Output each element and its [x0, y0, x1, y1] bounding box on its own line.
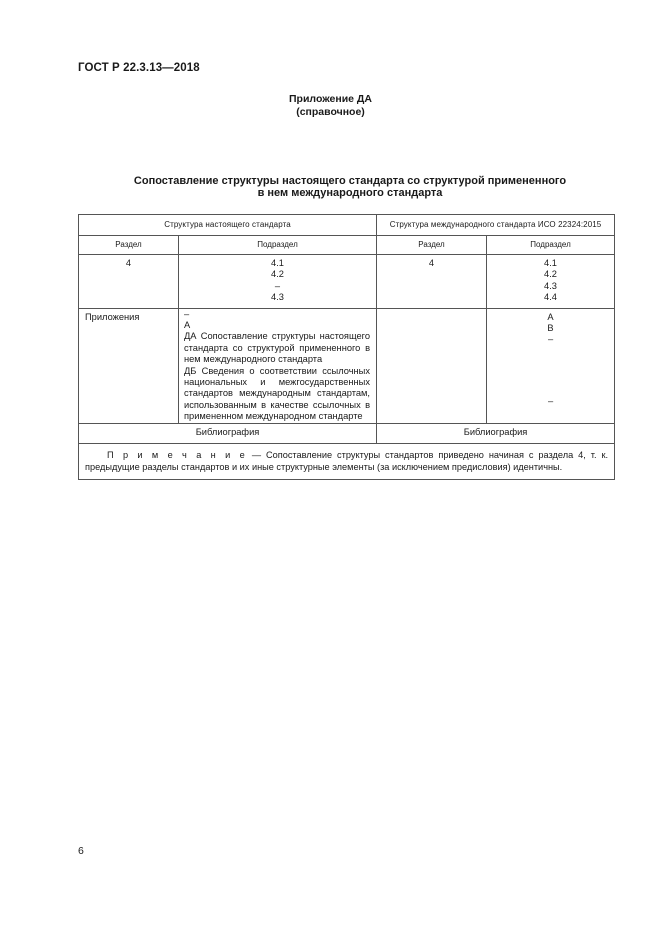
table-note	[79, 443, 615, 479]
row1-subsections-national	[179, 255, 377, 309]
list-item: –	[547, 395, 554, 406]
list-item: 4.1	[544, 258, 557, 268]
standard-code: ГОСТ Р 22.3.13—2018	[78, 62, 200, 74]
list-item: 4.1	[271, 258, 284, 268]
comparison-table	[78, 214, 615, 480]
list-item: А	[547, 311, 554, 322]
list-item: –	[184, 308, 190, 319]
page-number: 6	[78, 845, 84, 857]
table-row-bibliography	[79, 423, 615, 443]
table-note-row	[79, 443, 615, 479]
appendix-title: Приложение ДА	[289, 93, 372, 105]
table-subheader-row	[79, 236, 615, 255]
list-item: 4.4	[544, 292, 557, 303]
list-item: 4.2	[271, 269, 284, 280]
list-item: 4.2	[544, 269, 557, 280]
header-national-structure: Структура настоящего стандарта	[79, 215, 377, 236]
list-item: –	[547, 334, 554, 345]
row1-section-national: 4	[79, 255, 179, 309]
section-title-line-2: в нем международного стандарта	[257, 187, 443, 199]
row1-section-international: 4	[377, 255, 487, 309]
table-row	[79, 308, 615, 423]
row1-subsections-international	[487, 255, 615, 309]
section-title-line-1: Сопоставление структуры настоящего стандарта со структурой примененного	[133, 175, 567, 187]
subheader-section-international: Раздел	[377, 236, 487, 255]
row2-section-national: Приложения	[79, 308, 179, 423]
list-item: –	[274, 280, 281, 291]
list-item: 4.3	[544, 280, 557, 291]
note-label: П р и м е ч а н и е	[107, 449, 247, 460]
spacer	[487, 346, 614, 396]
list-item: 4.3	[271, 292, 284, 303]
row2-section-international	[377, 308, 487, 423]
list-item: В	[547, 323, 554, 334]
note-text: — Сопоставление структуры стандартов приведено начиная с раздела 4, т. к. предыдущие разделы стандартов и их иные структурные элементы (за исключением предисловия) идентичны.	[85, 449, 609, 472]
table-row	[79, 255, 615, 309]
header-international-structure: Структура международного стандарта ИСО 22324:2015	[377, 215, 615, 236]
list-item: А	[184, 320, 191, 331]
bibliography-international: Библиография	[377, 423, 615, 443]
row2-subsections-international	[487, 308, 615, 423]
table-header-row	[79, 215, 615, 236]
subheader-section-national: Раздел	[79, 236, 179, 255]
appendix-db-description: ДБ Сведения о соответствии ссылочных национальных и межгосударственных стандартов международным стандартам, использованным в качестве ссылочных в примененном международном стандарте	[184, 365, 371, 422]
row2-subsections-national	[179, 308, 377, 423]
appendix-type: (справочное)	[296, 106, 365, 118]
subheader-subsection-national: Подраздел	[179, 236, 377, 255]
subheader-subsection-international: Подраздел	[487, 236, 615, 255]
section-title	[120, 175, 580, 199]
bibliography-national: Библиография	[79, 423, 377, 443]
appendix-da-description: ДА Сопоставление структуры настоящего стандарта со структурой примененного в нем международного стандарта	[184, 331, 371, 365]
